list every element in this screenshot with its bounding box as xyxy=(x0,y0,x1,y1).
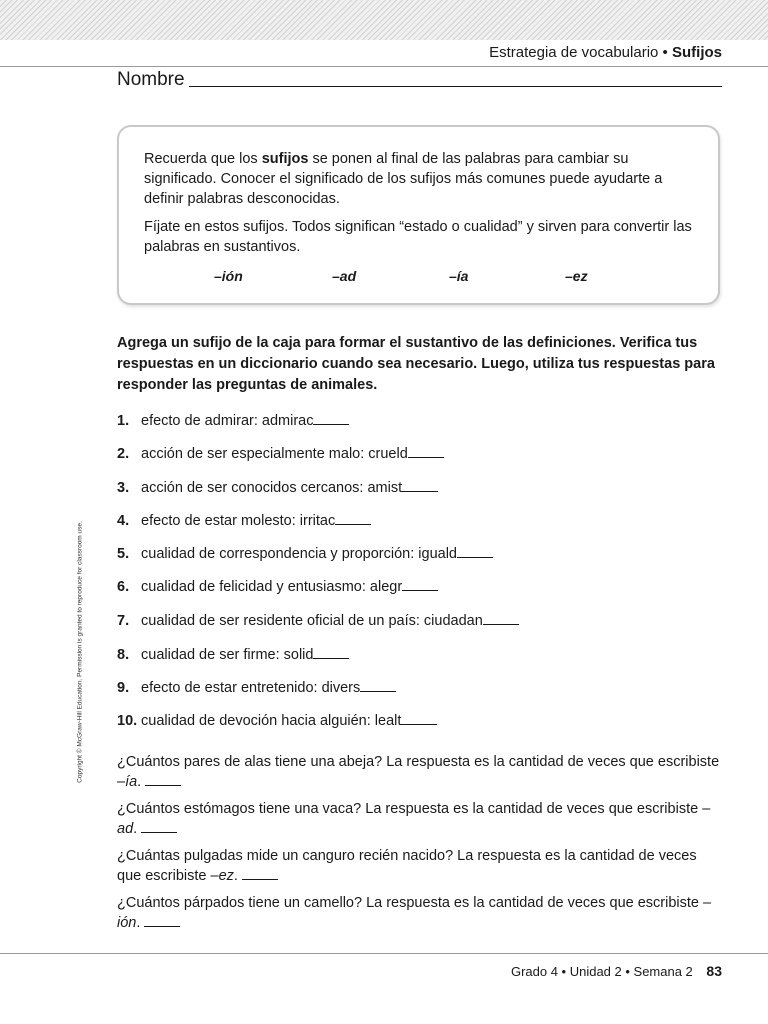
question-end: . xyxy=(133,821,138,837)
animal-question-3 xyxy=(117,846,722,886)
answer-blank[interactable] xyxy=(141,832,177,833)
suffix-ad: –ad xyxy=(332,268,357,284)
answer-blank[interactable] xyxy=(242,879,278,880)
item-number: 3. xyxy=(117,480,130,496)
exercise-item-9 xyxy=(117,678,717,698)
question-text: ¿Cuántos párpados tiene un camello? La respuesta es la cantidad de veces que escribiste xyxy=(117,895,703,911)
answer-blank[interactable] xyxy=(402,590,438,591)
suffix-info-box xyxy=(117,125,720,305)
answer-blank[interactable] xyxy=(408,457,444,458)
suffix-ez: –ez xyxy=(565,268,588,284)
item-text: acción de ser especialmente malo: crueld xyxy=(141,446,408,462)
animal-question-2 xyxy=(117,799,722,839)
question-text: ¿Cuántas pulgadas mide un canguro recién nacido? La respuesta es la cantidad de veces que escribiste xyxy=(117,848,697,884)
footer-text: Grado 4 • Unidad 2 • Semana 2 xyxy=(510,964,693,979)
suffix-ion: –ión xyxy=(214,268,243,284)
info-paragraph-2: Fíjate en estos sufijos. Todos significan “estado o cualidad” y sirven para convertir las palabras en sustantivos. xyxy=(144,219,692,255)
animal-question-1 xyxy=(117,752,722,792)
header-divider xyxy=(0,66,768,67)
page-footer xyxy=(511,963,722,979)
copyright-text: Copyright © McGraw-Hill Education. Permission is granted to reproduce for classroom use. xyxy=(76,521,84,783)
item-text: cualidad de correspondencia y proporción: iguald xyxy=(141,546,457,562)
answer-blank[interactable] xyxy=(144,926,180,927)
info-keyword: sufijos xyxy=(261,151,309,167)
item-number: 2. xyxy=(117,446,130,462)
exercise-item-10 xyxy=(117,711,717,731)
footer-divider xyxy=(0,953,768,954)
name-label: Nombre xyxy=(117,69,185,90)
animal-question-4 xyxy=(117,893,722,933)
exercise-item-6 xyxy=(117,577,717,597)
answer-blank[interactable] xyxy=(335,524,371,525)
page-header xyxy=(489,44,722,61)
exercise-item-4 xyxy=(117,511,717,531)
question-suffix: –ez xyxy=(210,868,234,884)
item-number: 10. xyxy=(117,713,138,729)
question-suffix: –ía xyxy=(117,774,138,790)
instructions: Agrega un sufijo de la caja para formar el sustantivo de las definiciones. Verifica tus respuestas en un diccionario cuando sea necesario. Luego, utiliza tus respuestas para responder las preguntas de animales. xyxy=(117,335,715,393)
item-number: 7. xyxy=(117,613,130,629)
answer-blank[interactable] xyxy=(313,424,349,425)
question-suffix: –ión xyxy=(117,895,712,931)
info-p1-end: se ponen al final de las palabras para cambiar su significado. Conocer el significado de los sufijos más comunes puede ayudarte a definir palabras desconocidas. xyxy=(144,151,663,207)
header-separator: • xyxy=(662,44,668,61)
item-text: cualidad de devoción hacia alguién: lealt xyxy=(141,713,402,729)
question-end: . xyxy=(137,774,142,790)
question-end: . xyxy=(233,868,238,884)
exercise-item-5 xyxy=(117,544,717,564)
answer-blank[interactable] xyxy=(313,658,349,659)
item-text: cualidad de ser residente oficial de un país: ciudadan xyxy=(141,613,483,629)
exercise-item-1 xyxy=(117,411,717,431)
answer-blank[interactable] xyxy=(360,691,396,692)
question-end: . xyxy=(136,915,141,931)
exercise-item-7 xyxy=(117,611,717,631)
item-text: cualidad de felicidad y entusiasmo: alegr xyxy=(141,579,403,595)
answer-blank[interactable] xyxy=(457,557,493,558)
header-topic: Sufijos xyxy=(671,44,722,61)
exercise-item-2 xyxy=(117,444,717,464)
exercise-item-8 xyxy=(117,645,717,665)
header-title: Estrategia de vocabulario xyxy=(489,44,659,61)
item-number: 5. xyxy=(117,546,130,562)
item-text: acción de ser conocidos cercanos: amist xyxy=(141,480,403,496)
item-number: 9. xyxy=(117,680,130,696)
suffix-ia: –ía xyxy=(449,268,469,284)
exercise-item-3 xyxy=(117,478,717,498)
answer-blank[interactable] xyxy=(401,724,437,725)
page-number: 83 xyxy=(706,963,722,979)
answer-blank[interactable] xyxy=(402,491,438,492)
item-text: efecto de estar molesto: irritac xyxy=(141,513,336,529)
name-field xyxy=(117,68,722,92)
question-text: ¿Cuántos estómagos tiene una vaca? La respuesta es la cantidad de veces que escribiste xyxy=(117,801,703,817)
item-number: 1. xyxy=(117,413,130,429)
item-text: efecto de estar entretenido: divers xyxy=(141,680,361,696)
item-number: 4. xyxy=(117,513,130,529)
question-text: ¿Cuántos pares de alas tiene una abeja? La respuesta es la cantidad de veces que escribiste xyxy=(117,754,720,770)
info-p1-start: Recuerda que los xyxy=(144,151,262,167)
item-text: efecto de admirar: admirac xyxy=(141,413,314,429)
item-number: 6. xyxy=(117,579,130,595)
name-input-line[interactable] xyxy=(189,86,722,87)
answer-blank[interactable] xyxy=(145,785,181,786)
info-paragraph-1 xyxy=(144,149,699,209)
question-suffix: –ad xyxy=(117,801,711,837)
item-text: cualidad de ser firme: solid xyxy=(141,647,314,663)
answer-blank[interactable] xyxy=(483,624,519,625)
item-number: 8. xyxy=(117,647,130,663)
